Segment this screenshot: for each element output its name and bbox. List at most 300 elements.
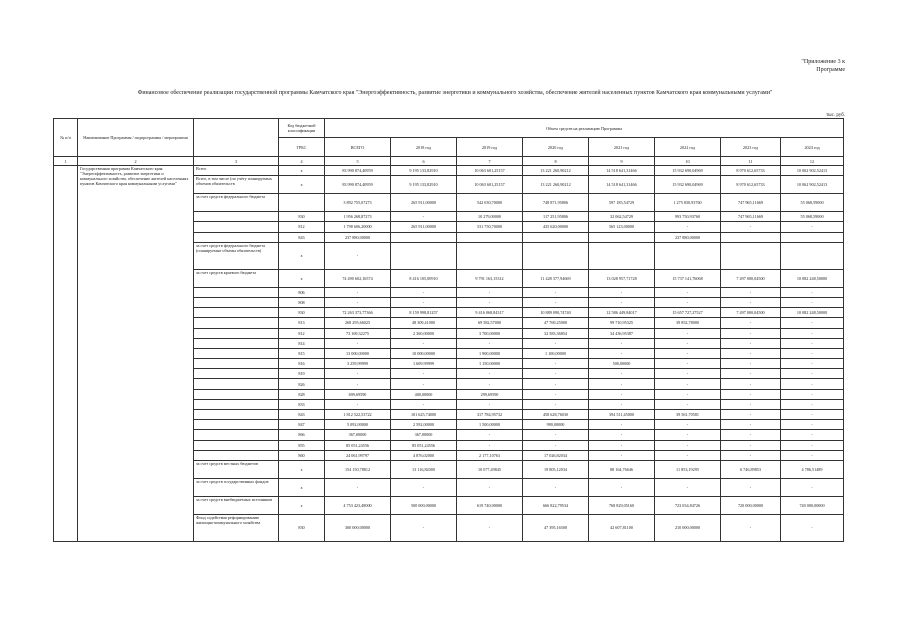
year-value-cell: 85 051,24556 bbox=[391, 440, 457, 450]
total-cell: 24 061,99797 bbox=[325, 450, 391, 460]
year-value-cell: - bbox=[655, 450, 721, 460]
year-value-cell: 1 900,00000 bbox=[457, 348, 523, 358]
year-value-cell: 3 700,00000 bbox=[457, 328, 523, 338]
year-value-cell: - bbox=[655, 369, 721, 379]
year-value-cell: 500 000,00000 bbox=[391, 496, 457, 514]
year-value-cell: - bbox=[589, 478, 655, 496]
year-value-cell: - bbox=[589, 440, 655, 450]
year-value-cell bbox=[589, 242, 655, 269]
column-number: 3 bbox=[194, 157, 279, 166]
total-cell: - bbox=[325, 379, 391, 389]
year-value-cell: - bbox=[391, 212, 457, 222]
year-value-cell: 14 518 641,31466 bbox=[589, 176, 655, 194]
year-value-cell: - bbox=[457, 338, 523, 348]
year-value-cell: - bbox=[589, 369, 655, 379]
year-value-cell: 13 221 260,90212 bbox=[523, 166, 589, 176]
year-value-cell: 748 871,95806 bbox=[523, 194, 589, 212]
year-value-cell bbox=[721, 242, 781, 269]
funding-source-cell: Всего bbox=[194, 166, 279, 176]
year-value-cell: - bbox=[781, 297, 844, 307]
grbs-cell: 830 bbox=[279, 212, 325, 222]
total-cell: 83 990 874,40959 bbox=[325, 176, 391, 194]
grbs-cell: 847 bbox=[279, 420, 325, 430]
grbs-cell: 808 bbox=[279, 297, 325, 307]
year-value-cell: - bbox=[391, 297, 457, 307]
appendix-line-2: Программе bbox=[816, 67, 845, 73]
year-value-cell: - bbox=[589, 450, 655, 460]
year-value-cell: - bbox=[721, 478, 781, 496]
year-value-cell: 531 750,70000 bbox=[457, 222, 523, 232]
header-col3 bbox=[194, 119, 279, 157]
year-value-cell: 8 970 612,65733 bbox=[721, 166, 781, 176]
year-value-cell: - bbox=[721, 514, 781, 541]
grbs-cell: х bbox=[279, 269, 325, 287]
year-value-cell: 19 805,12034 bbox=[523, 460, 589, 478]
year-value-cell: - bbox=[655, 359, 721, 369]
column-number: 8 bbox=[523, 157, 589, 166]
funding-source-cell bbox=[194, 348, 279, 358]
year-value-cell: 597 185,54729 bbox=[589, 194, 655, 212]
year-value-cell: 101 625,74000 bbox=[391, 410, 457, 420]
year-value-cell: 12 586 449,84017 bbox=[589, 308, 655, 318]
year-value-cell: - bbox=[781, 410, 844, 420]
program-name-cell: Государственная программа Камчатского края "Энергоэффективность, развитие энергетики и коммунального хозяйства, обеспечение жителей населенных пунктов Камчатского края коммунальными услугами" bbox=[78, 166, 194, 542]
total-cell: 4 753 423,48000 bbox=[325, 496, 391, 514]
funding-source-cell bbox=[194, 389, 279, 399]
year-value-cell: 9 791 163,15312 bbox=[457, 269, 523, 287]
funding-source-cell bbox=[194, 318, 279, 328]
year-value-cell: - bbox=[781, 222, 844, 232]
year-value-cell: 9 195 133,82910 bbox=[391, 166, 457, 176]
year-value-cell bbox=[457, 242, 523, 269]
year-value-cell: - bbox=[655, 348, 721, 358]
grbs-cell: 828 bbox=[279, 389, 325, 399]
year-value-cell: 8 416 105,00910 bbox=[391, 269, 457, 287]
year-value-cell: - bbox=[721, 410, 781, 420]
year-value-cell: 48 309,41000 bbox=[391, 318, 457, 328]
year-value-cell: 9 416 068,84317 bbox=[457, 308, 523, 318]
year-value-cell: 990,00000 bbox=[523, 420, 589, 430]
year-value-cell: 34 436,95387 bbox=[589, 328, 655, 338]
year-value-cell: - bbox=[655, 389, 721, 399]
total-cell: - bbox=[325, 369, 391, 379]
year-value-cell: 88 164,76646 bbox=[589, 460, 655, 478]
year-value-cell: 1 100,00000 bbox=[523, 348, 589, 358]
year-value-cell: - bbox=[523, 478, 589, 496]
year-value-cell: - bbox=[721, 399, 781, 409]
funding-source-cell: Всего, в том числе (по учёту планируемых объемов обязательств bbox=[194, 176, 279, 194]
year-value-cell: 11 428 377,94669 bbox=[523, 269, 589, 287]
grbs-cell: х bbox=[279, 460, 325, 478]
total-cell: - bbox=[325, 297, 391, 307]
year-value-cell: - bbox=[523, 287, 589, 297]
year-value-cell: - bbox=[655, 440, 721, 450]
year-value-cell: - bbox=[391, 478, 457, 496]
total-cell: 1 812 522,53722 bbox=[325, 410, 391, 420]
year-value-cell: - bbox=[391, 514, 457, 541]
funding-source-cell: за счет средств краевого бюджета bbox=[194, 269, 279, 287]
year-value-cell: 2 360,00000 bbox=[391, 328, 457, 338]
year-value-cell: 47 769,25000 bbox=[523, 318, 589, 328]
header-year: 2018 год bbox=[391, 138, 457, 157]
funding-source-cell bbox=[194, 379, 279, 389]
year-value-cell: 10 082 248,50000 bbox=[781, 308, 844, 318]
year-value-cell: 99 710,95325 bbox=[589, 318, 655, 328]
header-kbk: Код бюджетной классификации bbox=[279, 119, 325, 138]
row-number-cell bbox=[54, 166, 78, 542]
year-value-cell bbox=[721, 232, 781, 242]
year-value-cell: 47 395,16500 bbox=[523, 514, 589, 541]
total-cell: 237 880,00000 bbox=[325, 232, 391, 242]
year-value-cell bbox=[523, 242, 589, 269]
year-value-cell: 32 583,36854 bbox=[523, 328, 589, 338]
total-cell: 13 000,00000 bbox=[325, 348, 391, 358]
year-value-cell: - bbox=[391, 399, 457, 409]
document-title: Финансовое обеспечение реализации государственной программы Камчатского края "Энергоэффективность, развитие энергетики и коммунального хозяйства, обеспечение жителей населенных пунктов Камчатского края коммунальными услугами" bbox=[137, 90, 773, 96]
total-cell: 5 092,00000 bbox=[325, 420, 391, 430]
funding-source-cell: за счет средств внебюджетных источников bbox=[194, 496, 279, 514]
grbs-cell: 814 bbox=[279, 338, 325, 348]
year-value-cell: - bbox=[721, 287, 781, 297]
year-value-cell: 993 750,93760 bbox=[655, 212, 721, 222]
total-cell: 73 169,32275 bbox=[325, 328, 391, 338]
total-cell: 83 990 874,40959 bbox=[325, 166, 391, 176]
year-value-cell: 619 740,00000 bbox=[457, 496, 523, 514]
year-value-cell: 4 786,51489 bbox=[781, 460, 844, 478]
year-value-cell: - bbox=[781, 389, 844, 399]
total-cell: 3 259,99999 bbox=[325, 359, 391, 369]
year-value-cell: 740 000,00000 bbox=[781, 496, 844, 514]
year-value-cell: 10 077,49845 bbox=[457, 460, 523, 478]
year-value-cell: 666 822,79534 bbox=[523, 496, 589, 514]
year-value-cell: 237 880,00000 bbox=[655, 232, 721, 242]
grbs-cell: 855 bbox=[279, 440, 325, 450]
year-value-cell bbox=[781, 232, 844, 242]
grbs-cell: 813 bbox=[279, 318, 325, 328]
funding-source-cell bbox=[194, 232, 279, 242]
year-value-cell: - bbox=[781, 359, 844, 369]
year-value-cell: - bbox=[781, 399, 844, 409]
year-value-cell: - bbox=[457, 297, 523, 307]
year-value-cell: - bbox=[391, 379, 457, 389]
year-value-cell: 317 784,95732 bbox=[457, 410, 523, 420]
year-value-cell: - bbox=[457, 478, 523, 496]
year-value-cell: 10 063 601,25157 bbox=[457, 166, 523, 176]
year-value-cell: - bbox=[781, 450, 844, 460]
column-number: 10 bbox=[655, 157, 721, 166]
year-value-cell: - bbox=[781, 379, 844, 389]
funding-source-cell: за счет средств федерального бюджета bbox=[194, 194, 279, 212]
year-value-cell: 1 150,00000 bbox=[457, 359, 523, 369]
column-number: 7 bbox=[457, 157, 523, 166]
year-value-cell: - bbox=[457, 430, 523, 440]
grbs-cell: 816 bbox=[279, 359, 325, 369]
year-value-cell: 10 000,00000 bbox=[391, 348, 457, 358]
year-value-cell: 747 965,11669 bbox=[721, 212, 781, 222]
year-value-cell: 10 063 601,25157 bbox=[457, 176, 523, 194]
year-value-cell: - bbox=[457, 369, 523, 379]
year-value-cell: 15 657 727,27527 bbox=[655, 308, 721, 318]
year-value-cell: - bbox=[655, 399, 721, 409]
year-value-cell: - bbox=[721, 328, 781, 338]
year-value-cell: - bbox=[589, 399, 655, 409]
total-cell: 1 798 606,20000 bbox=[325, 222, 391, 232]
year-value-cell: - bbox=[721, 450, 781, 460]
year-value-cell: 10 082 248,50000 bbox=[781, 269, 844, 287]
year-value-cell: 500,00000 bbox=[589, 359, 655, 369]
year-value-cell: 565 123,00000 bbox=[589, 222, 655, 232]
year-value-cell: 32 062,54729 bbox=[589, 212, 655, 222]
funding-source-cell bbox=[194, 430, 279, 440]
funding-source-cell bbox=[194, 308, 279, 318]
header-grbs: ГРБС bbox=[279, 138, 325, 157]
year-value-cell: - bbox=[721, 348, 781, 358]
total-cell: 699,69590 bbox=[325, 389, 391, 399]
year-value-cell: 6 746,89853 bbox=[721, 460, 781, 478]
year-value-cell: 8 970 612,65733 bbox=[721, 176, 781, 194]
finance-table bbox=[53, 118, 844, 542]
year-value-cell: 55 068,59000 bbox=[781, 194, 844, 212]
year-value-cell: - bbox=[655, 430, 721, 440]
year-value-cell: 39 561,70581 bbox=[655, 410, 721, 420]
year-value-cell: 2 177,10763 bbox=[457, 450, 523, 460]
grbs-cell bbox=[279, 194, 325, 212]
year-value-cell: - bbox=[781, 420, 844, 430]
year-value-cell: - bbox=[589, 338, 655, 348]
funding-source-cell bbox=[194, 328, 279, 338]
year-value-cell: 15 737 141,76068 bbox=[655, 269, 721, 287]
year-value-cell: - bbox=[721, 379, 781, 389]
year-value-cell bbox=[391, 242, 457, 269]
year-value-cell: 15 932 690,04969 bbox=[655, 166, 721, 176]
year-value-cell: 400,00000 bbox=[391, 389, 457, 399]
year-value-cell: 9 195 133,82910 bbox=[391, 176, 457, 194]
year-value-cell: - bbox=[391, 369, 457, 379]
funding-source-cell: за счет средств государственных фондов bbox=[194, 478, 279, 496]
table-row bbox=[54, 166, 844, 176]
year-value-cell: 458 628,76030 bbox=[523, 410, 589, 420]
header-num: № п/п bbox=[54, 119, 78, 157]
year-value-cell: 723 034,84726 bbox=[655, 496, 721, 514]
header-total: ВСЕГО bbox=[325, 138, 391, 157]
year-value-cell: 1 275 830,93760 bbox=[655, 194, 721, 212]
year-value-cell: - bbox=[655, 297, 721, 307]
header-year: 2020 год bbox=[523, 138, 589, 157]
year-value-cell: 17 026,82034 bbox=[523, 450, 589, 460]
year-value-cell: 14 518 641,31466 bbox=[589, 166, 655, 176]
year-value-cell: 10 889 090,74740 bbox=[523, 308, 589, 318]
grbs-cell: 833 bbox=[279, 399, 325, 409]
year-value-cell: 69 582,57000 bbox=[457, 318, 523, 328]
total-cell: 3 892 755,07273 bbox=[325, 194, 391, 212]
year-value-cell: - bbox=[589, 430, 655, 440]
grbs-cell: 843 bbox=[279, 410, 325, 420]
year-value-cell: 11 853,19295 bbox=[655, 460, 721, 478]
year-value-cell: 4 876,02000 bbox=[391, 450, 457, 460]
column-number: 12 bbox=[781, 157, 844, 166]
funding-source-cell bbox=[194, 450, 279, 460]
total-cell: - bbox=[325, 478, 391, 496]
year-value-cell: 42 607,81100 bbox=[589, 514, 655, 541]
header-year: 2024 год bbox=[781, 138, 844, 157]
grbs-cell: 866 bbox=[279, 430, 325, 440]
units-label: тыс. руб. bbox=[826, 113, 845, 118]
column-number: 9 bbox=[589, 157, 655, 166]
year-value-cell: - bbox=[457, 514, 523, 541]
year-value-cell bbox=[523, 232, 589, 242]
year-value-cell: 39 852,78000 bbox=[655, 318, 721, 328]
total-cell: 1 956 268,87273 bbox=[325, 212, 391, 222]
year-value-cell: - bbox=[523, 430, 589, 440]
year-value-cell: - bbox=[655, 222, 721, 232]
total-cell: 85 051,24556 bbox=[325, 440, 391, 450]
year-value-cell: 10 062 902,52413 bbox=[781, 176, 844, 194]
year-value-cell: - bbox=[655, 478, 721, 496]
year-value-cell: - bbox=[655, 420, 721, 430]
funding-source-cell bbox=[194, 287, 279, 297]
grbs-cell: х bbox=[279, 166, 325, 176]
funding-source-cell: Фонд содействия реформированию жилищно-коммунального хозяйства bbox=[194, 514, 279, 541]
year-value-cell: 117 251,95806 bbox=[523, 212, 589, 222]
year-value-cell: - bbox=[589, 297, 655, 307]
total-cell: - bbox=[325, 287, 391, 297]
header-year: 2022 год bbox=[655, 138, 721, 157]
year-value-cell: - bbox=[655, 379, 721, 389]
year-value-cell: - bbox=[457, 440, 523, 450]
funding-source-cell bbox=[194, 297, 279, 307]
total-cell: 154 150,78812 bbox=[325, 460, 391, 478]
year-value-cell: 8 159 998,81257 bbox=[391, 308, 457, 318]
year-value-cell: - bbox=[781, 348, 844, 358]
year-value-cell: - bbox=[523, 297, 589, 307]
grbs-cell: х bbox=[279, 478, 325, 496]
year-value-cell: 13 028 957,71728 bbox=[589, 269, 655, 287]
year-value-cell bbox=[655, 242, 721, 269]
year-value-cell: - bbox=[721, 359, 781, 369]
year-value-cell: - bbox=[523, 379, 589, 389]
year-value-cell: - bbox=[589, 389, 655, 399]
year-value-cell: - bbox=[523, 369, 589, 379]
total-cell: - bbox=[325, 399, 391, 409]
funding-source-cell: за счет средств местных бюджетов bbox=[194, 460, 279, 478]
year-value-cell: - bbox=[589, 379, 655, 389]
total-cell: - bbox=[325, 338, 391, 348]
year-value-cell: 394 511,45000 bbox=[589, 410, 655, 420]
year-value-cell: - bbox=[589, 420, 655, 430]
year-value-cell: - bbox=[781, 369, 844, 379]
funding-source-cell bbox=[194, 399, 279, 409]
funding-source-cell bbox=[194, 222, 279, 232]
year-value-cell bbox=[391, 232, 457, 242]
grbs-cell: х bbox=[279, 496, 325, 514]
funding-source-cell: за счет средств федерального бюджета (планируемые объемы обязательств) bbox=[194, 242, 279, 269]
year-value-cell: - bbox=[781, 318, 844, 328]
funding-source-cell bbox=[194, 420, 279, 430]
header-year: 2019 год bbox=[457, 138, 523, 157]
grbs-cell: 812 bbox=[279, 222, 325, 232]
year-value-cell: - bbox=[391, 287, 457, 297]
year-value-cell: - bbox=[523, 359, 589, 369]
year-value-cell: - bbox=[391, 338, 457, 348]
grbs-cell: 830 bbox=[279, 308, 325, 318]
total-cell: 74 490 602,16574 bbox=[325, 269, 391, 287]
total-cell: 72 263 373,77366 bbox=[325, 308, 391, 318]
funding-source-cell bbox=[194, 338, 279, 348]
column-number: 5 bbox=[325, 157, 391, 166]
grbs-cell: 830 bbox=[279, 514, 325, 541]
year-value-cell: - bbox=[721, 420, 781, 430]
total-cell: 367,00000 bbox=[325, 430, 391, 440]
column-number: 6 bbox=[391, 157, 457, 166]
grbs-cell: х bbox=[279, 242, 325, 269]
column-number: 1 bbox=[54, 157, 78, 166]
year-value-cell: - bbox=[781, 338, 844, 348]
year-value-cell: 265 911,00000 bbox=[391, 222, 457, 232]
table-body bbox=[54, 166, 844, 542]
year-value-cell: 542 030,70000 bbox=[457, 194, 523, 212]
column-number: 11 bbox=[721, 157, 781, 166]
year-value-cell: 299,69590 bbox=[457, 389, 523, 399]
year-value-cell: - bbox=[721, 318, 781, 328]
year-value-cell: - bbox=[781, 430, 844, 440]
grbs-cell: х bbox=[279, 176, 325, 194]
year-value-cell: - bbox=[589, 348, 655, 358]
header-year: 2021 год bbox=[589, 138, 655, 157]
year-value-cell: - bbox=[523, 440, 589, 450]
header-name: Наименование Программы / подпрограммы / мероприятия bbox=[78, 119, 194, 157]
year-value-cell bbox=[781, 242, 844, 269]
year-value-cell: 210 000,00000 bbox=[655, 514, 721, 541]
year-value-cell: - bbox=[781, 478, 844, 496]
year-value-cell: 768 829,05160 bbox=[589, 496, 655, 514]
year-value-cell: - bbox=[781, 440, 844, 450]
header-year: 2023 год bbox=[721, 138, 781, 157]
year-value-cell: - bbox=[781, 287, 844, 297]
funding-source-cell bbox=[194, 359, 279, 369]
column-number: 2 bbox=[78, 157, 194, 166]
year-value-cell: - bbox=[655, 287, 721, 297]
total-cell: - bbox=[325, 242, 391, 269]
year-value-cell: 55 068,59000 bbox=[781, 212, 844, 222]
year-value-cell: - bbox=[457, 379, 523, 389]
year-value-cell: - bbox=[457, 399, 523, 409]
year-value-cell: - bbox=[523, 338, 589, 348]
year-value-cell: - bbox=[655, 328, 721, 338]
column-number: 4 bbox=[279, 157, 325, 166]
year-value-cell: - bbox=[721, 430, 781, 440]
year-value-cell: - bbox=[721, 389, 781, 399]
header-volume: Объем средств на реализацию Программы bbox=[325, 119, 844, 138]
year-value-cell bbox=[457, 232, 523, 242]
year-value-cell: 15 932 690,04969 bbox=[655, 176, 721, 194]
year-value-cell: 7 497 000,04500 bbox=[721, 269, 781, 287]
appendix-line-1: "Приложение 3 к bbox=[801, 59, 845, 65]
grbs-cell: 815 bbox=[279, 348, 325, 358]
year-value-cell: - bbox=[721, 338, 781, 348]
year-value-cell: 10 279,00000 bbox=[457, 212, 523, 222]
funding-source-cell bbox=[194, 440, 279, 450]
total-cell: 268 295,66025 bbox=[325, 318, 391, 328]
year-value-cell: - bbox=[781, 514, 844, 541]
appendix-label bbox=[801, 58, 845, 74]
grbs-cell: 819 bbox=[279, 369, 325, 379]
year-value-cell: 367,00000 bbox=[391, 430, 457, 440]
year-value-cell: - bbox=[781, 328, 844, 338]
year-value-cell: - bbox=[523, 389, 589, 399]
year-value-cell bbox=[589, 232, 655, 242]
funding-source-cell bbox=[194, 369, 279, 379]
year-value-cell: 720 000,00000 bbox=[721, 496, 781, 514]
